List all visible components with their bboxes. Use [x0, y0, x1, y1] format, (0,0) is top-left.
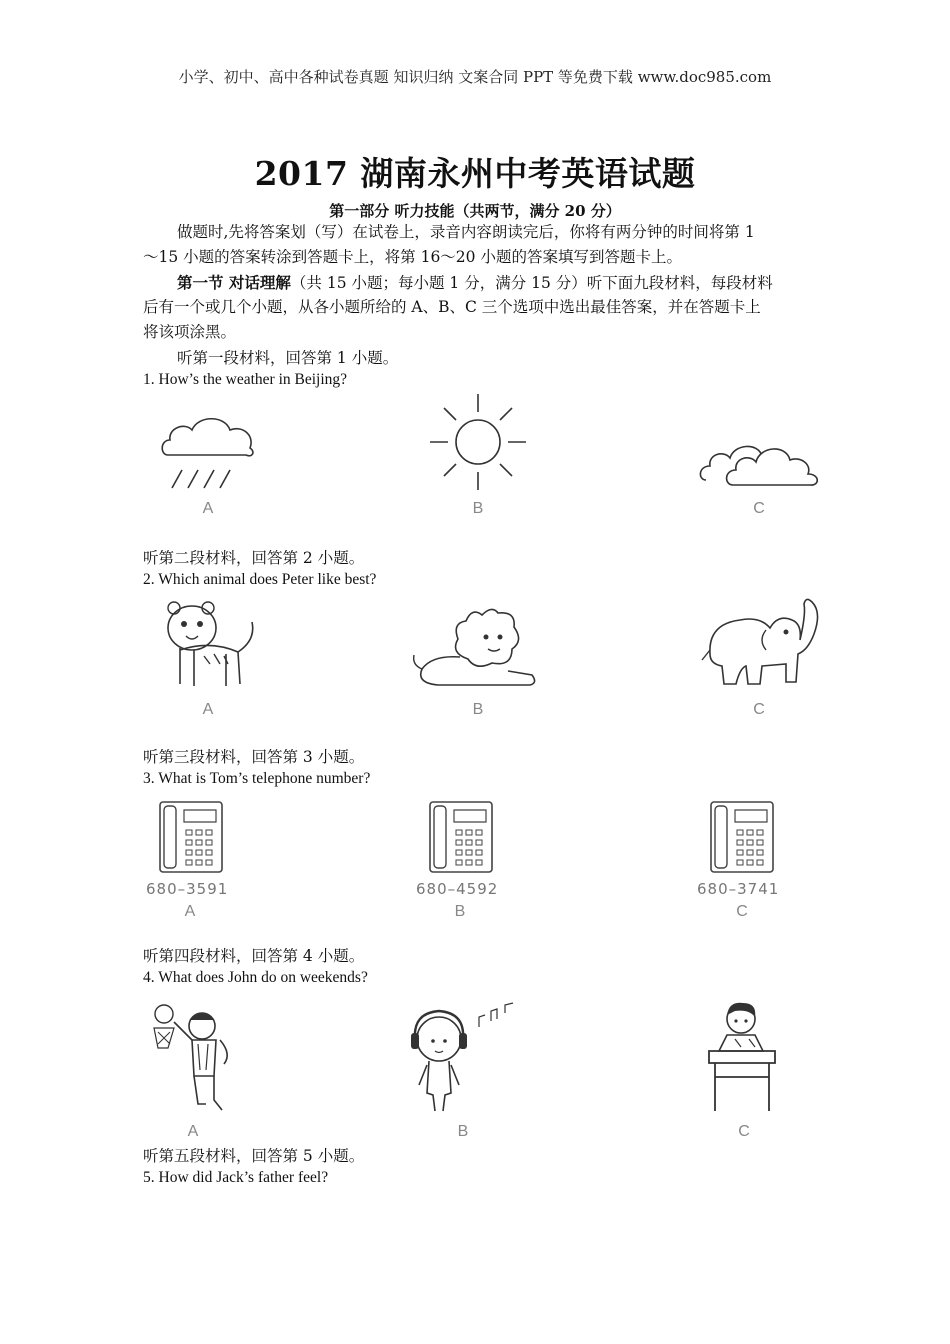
clouds-icon	[698, 430, 820, 490]
question-3-prompt: 听第三段材料，回答第 3 小题。	[143, 748, 365, 766]
sun-icon	[428, 392, 528, 492]
question-4-text: 4. What does John do on weekends?	[143, 969, 368, 986]
q4-option-c[interactable]: C	[738, 1123, 750, 1140]
instructions-line-2: ～15 小题的答案转涂到答题卡上，将第 16～20 小题的答案填写到答题卡上。	[143, 248, 682, 266]
basketball-player-icon	[150, 1000, 240, 1115]
q1-option-c[interactable]: C	[753, 500, 765, 517]
telephone-icon	[709, 800, 775, 874]
q3-option-c[interactable]: C	[736, 903, 748, 920]
q4-option-b[interactable]: B	[457, 1123, 469, 1140]
q2-option-c[interactable]: C	[753, 701, 765, 718]
q3-option-b[interactable]: B	[454, 903, 466, 920]
page-header: 小学、初中、高中各种试卷真题 知识归纳 文案合同 PPT 等免费下载 www.doc985.com	[178, 68, 772, 86]
q2-option-a[interactable]: A	[202, 701, 214, 718]
elephant-icon	[700, 594, 822, 690]
question-3-text: 3. What is Tom’s telephone number?	[143, 770, 371, 787]
question-2-prompt: 听第二段材料，回答第 2 小题。	[143, 549, 365, 567]
question-4-prompt: 听第四段材料，回答第 4 小题。	[143, 947, 365, 965]
section-one-heading: 第一节 对话理解	[177, 273, 291, 292]
question-1-prompt: 听第一段材料，回答第 1 小题。	[177, 349, 399, 367]
q3-option-a[interactable]: A	[184, 903, 196, 920]
telephone-icon	[158, 800, 224, 874]
exam-title: 2017 湖南永州中考英语试题	[254, 154, 696, 193]
q3-option-b-number: 680–4592	[416, 880, 499, 898]
headphones-music-icon	[405, 1003, 523, 1115]
section-one-line-2: 后有一个或几个小题，从各小题所给的 A、B、C 三个选项中选出最佳答案，并在答题卡上	[143, 298, 761, 316]
question-5-prompt: 听第五段材料，回答第 5 小题。	[143, 1147, 365, 1165]
q2-option-b[interactable]: B	[472, 701, 484, 718]
q3-option-a-number: 680–3591	[146, 880, 229, 898]
section-one-line-3: 将该项涂黑。	[143, 323, 237, 341]
section-one-intro: （共 15 小题；每小题 1 分，满分 15 分）听下面九段材料，每段材料	[290, 274, 773, 292]
question-5-text: 5. How did Jack’s father feel?	[143, 1169, 329, 1186]
instructions-line-1: 做题时,先将答案划（写）在试卷上，录音内容朗读完后，你将有两分钟的时间将第 1	[177, 223, 755, 241]
q3-option-c-number: 680–3741	[697, 880, 780, 898]
section-one-line-1	[143, 270, 813, 296]
rain-cloud-icon	[160, 410, 260, 490]
boy-studying-desk-icon	[705, 997, 783, 1115]
question-2-text: 2. Which animal does Peter like best?	[143, 571, 377, 588]
part-one-heading: 第一部分 听力技能（共两节，满分 20 分）	[329, 202, 621, 220]
telephone-icon	[428, 800, 494, 874]
q4-option-a[interactable]: A	[187, 1123, 199, 1140]
q1-option-b[interactable]: B	[472, 500, 484, 517]
q1-option-a[interactable]: A	[202, 500, 214, 517]
tiger-icon	[160, 600, 260, 690]
question-1-text: 1. How’s the weather in Beijing?	[143, 371, 348, 388]
lion-icon	[412, 605, 547, 690]
